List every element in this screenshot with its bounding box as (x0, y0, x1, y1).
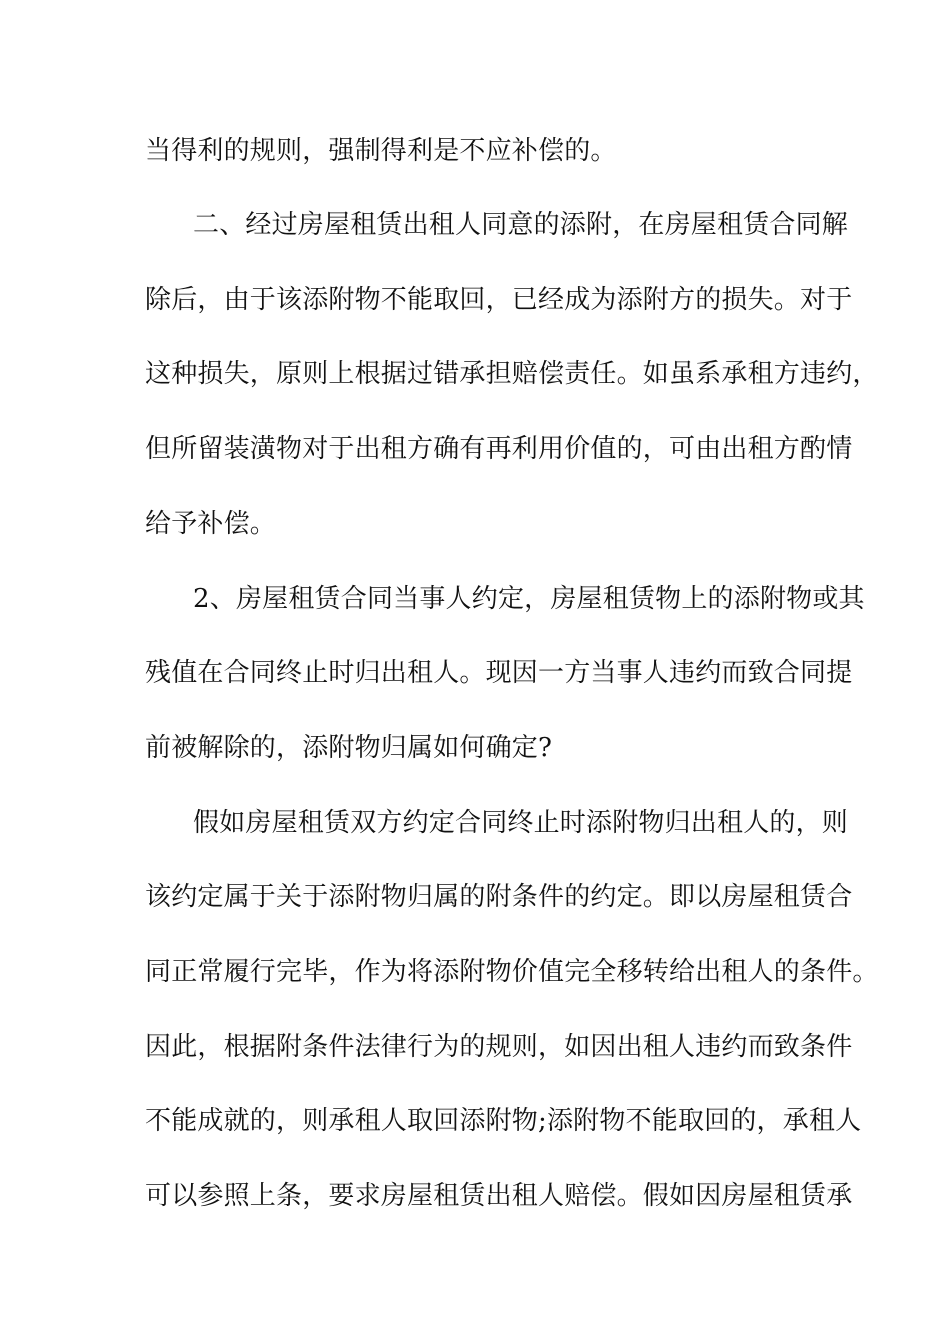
text-line-12: 同正常履行完毕，作为将添附物价值完全移转给出租人的条件。 (145, 957, 879, 987)
text-line-14: 不能成就的，则承租人取回添附物;添附物不能取回的，承租人 (145, 1106, 862, 1136)
text-line-10: 假如房屋租赁双方约定合同终止时添附物归出租人的，则 (193, 808, 849, 838)
text-line-5: 但所留装潢物对于出租方确有再利用价值的，可由出租方酌情 (145, 434, 853, 464)
text-line-7: 2、房屋租赁合同当事人约定，房屋租赁物上的添附物或其 (193, 584, 865, 614)
text-line-11: 该约定属于关于添附物归属的附条件的约定。即以房屋租赁合 (145, 882, 853, 912)
text-line-3: 除后，由于该添附物不能取回，已经成为添附方的损失。对于 (145, 285, 853, 315)
text-line-9: 前被解除的，添附物归属如何确定? (145, 733, 553, 763)
text-line-15: 可以参照上条，要求房屋租赁出租人赔偿。假如因房屋租赁承 (145, 1181, 853, 1211)
text-line-13: 因此，根据附条件法律行为的规则，如因出租人违约而致条件 (145, 1032, 853, 1062)
text-line-6: 给予补偿。 (145, 509, 277, 539)
text-line-4: 这种损失，原则上根据过错承担赔偿责任。如虽系承租方违约， (145, 359, 879, 389)
text-line-8: 残值在合同终止时归出租人。现因一方当事人违约而致合同提 (145, 658, 853, 688)
text-line-1: 当得利的规则，强制得利是不应补偿的。 (145, 136, 617, 166)
text-line-2: 二、经过房屋租赁出租人同意的添附，在房屋租赁合同解 (193, 210, 849, 240)
